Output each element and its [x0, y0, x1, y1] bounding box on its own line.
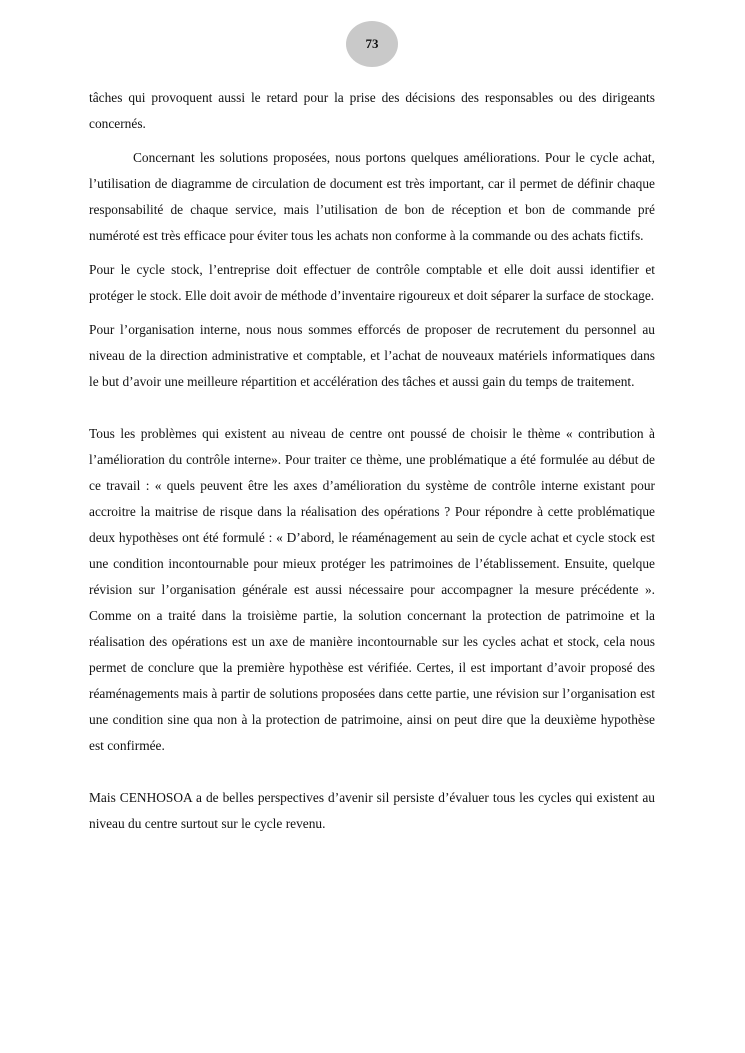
paragraph-continuation: tâches qui provoquent aussi le retard pour la prise des décisions des responsables ou des dirigeants concernés. [89, 90, 655, 131]
paragraph-cycle-stock: Pour le cycle stock, l’entreprise doit effectuer de contrôle comptable et elle doit aussi identifier et protéger le stock. Elle doit avoir de méthode d’inventaire rigoureux et doit séparer la surface de stockage. [89, 262, 655, 303]
paragraph-solutions: Concernant les solutions proposées, nous portons quelques améliorations. Pour le cycle achat, l’utilisation de diagramme de circulation de document est très important, car il permet de définir chaque responsabilité de chaque service, mais l’utilisation de bon de réception et bon de commande pré numéroté est très efficace pour éviter tous les achats non conforme à la commande ou des achats fictifs. [89, 150, 655, 243]
page-number-badge [346, 21, 398, 67]
paragraph-organisation: Pour l’organisation interne, nous nous sommes efforcés de proposer de recrutement du personnel au niveau de la direction administrative et comptable, et l’achat de nouveaux matériels informatiques dans le but d’avoir une meilleure répartition et accélération des tâches et aussi gain du temps de traitement. [89, 322, 655, 389]
document-body [89, 85, 655, 837]
paragraph-conclusion: Tous les problèmes qui existent au niveau de centre ont poussé de choisir le thème « contribution à l’amélioration du contrôle interne». Pour traiter ce thème, une problématique a été formulée au début de ce travail : « quels peuvent être les axes d’amélioration du système de contrôle interne existant pour accroitre la maitrise de risque dans la réalisation des opérations ? Pour répondre à cette problématique deux hypothèses ont été formulé : « D’abord, le réaménagement au sein de cycle achat et cycle stock est une condition incontournable pour mieux protéger les patrimoines de l’établissement. Ensuite, quelque révision sur l’organisation générale est aussi nécessaire pour accompagner la mesure précédente ». Comme on a traité dans la troisième partie, la solution concernant la protection de patrimoine et la réalisation des opérations est un axe de manière incontournable sur les cycles achat et stock, cela nous permet de conclure que la première hypothèse est vérifiée. Certes, il est important d’avoir proposé des réaménagements mais à partir de solutions proposées dans cette partie, une révision sur l’organisation est une condition sine qua non à la protection de patrimoine, ainsi on peut dire que la deuxième hypothèse est confirmée. [89, 426, 655, 753]
page-number: 73 [365, 36, 379, 51]
paragraph-perspectives: Mais CENHOSOA a de belles perspectives d’avenir sil persiste d’évaluer tous les cycles qui existent au niveau du centre surtout sur le cycle revenu. [89, 790, 655, 831]
